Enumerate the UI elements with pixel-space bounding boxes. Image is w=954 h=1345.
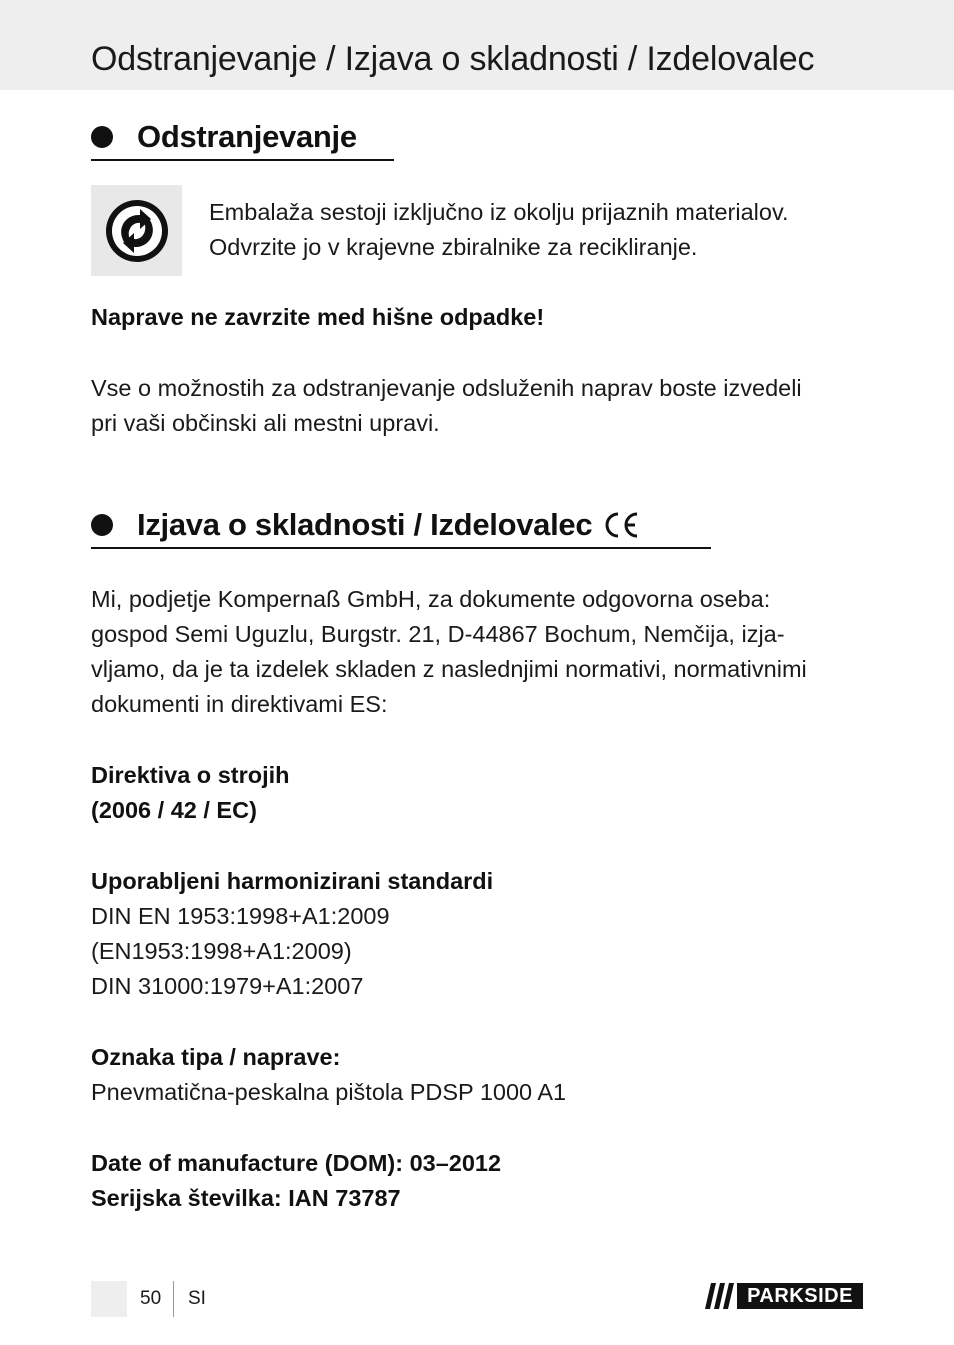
ce-mark-icon (602, 511, 640, 539)
heading-underline (91, 159, 394, 161)
conformity-intro-line-2: gospod Semi Uguzlu, Burgstr. 21, D-44867 Bochum, Nemčija, izja- (91, 621, 785, 647)
packaging-line-1: Embalaža sestoji izključno iz okolju prijaznih materialov. (209, 199, 789, 225)
conformity-intro-line-4: dokumenti in direktivami ES: (91, 691, 388, 717)
standard-item: (EN1953:1998+A1:2009) (91, 938, 352, 964)
bullet-icon (91, 126, 113, 148)
heading-underline (91, 547, 711, 549)
type-heading: Oznaka tipa / naprave: (91, 1044, 341, 1070)
section-heading-disposal (91, 119, 357, 155)
disposal-warning: Naprave ne zavrzite med hišne odpadke! (91, 304, 545, 330)
disposal-info-line-1: Vse o možnostih za odstranjevanje odsluženih naprav boste izvedeli (91, 375, 802, 401)
heading-conformity: Izjava o skladnosti / Izdelovalec (137, 507, 593, 542)
serial-number: Serijska številka: IAN 73787 (91, 1185, 401, 1211)
date-of-manufacture: Date of manufacture (DOM): 03–2012 (91, 1150, 502, 1176)
language-code: SI (188, 1288, 206, 1309)
brand-logo (705, 1283, 863, 1309)
standard-item: DIN 31000:1979+A1:2007 (91, 973, 364, 999)
page-number: 50 (140, 1288, 162, 1309)
directive-line-1: Direktiva o strojih (91, 762, 290, 788)
footer-box (91, 1281, 127, 1317)
standard-item: DIN EN 1953:1998+A1:2009 (91, 903, 390, 929)
brand-stripes-icon (705, 1283, 737, 1309)
conformity-intro-line-3: vljamo, da je ta izdelek skladen z naslednjimi normativi, normativnimi (91, 656, 807, 682)
green-dot-recycle-icon (104, 198, 170, 264)
brand-name: PARKSIDE (737, 1283, 863, 1309)
heading-disposal: Odstranjevanje (137, 119, 357, 154)
type-value: Pnevmatična-peskalna pištola PDSP 1000 A1 (91, 1079, 567, 1105)
bullet-icon (91, 514, 113, 536)
footer-divider (173, 1281, 174, 1317)
conformity-intro-line-1: Mi, podjetje Kompernaß GmbH, za dokumente odgovorna oseba: (91, 586, 771, 612)
packaging-line-2: Odvrzite jo v krajevne zbiralnike za recikliranje. (209, 234, 698, 260)
directive-line-2: (2006 / 42 / EC) (91, 797, 257, 823)
section-heading-conformity (91, 507, 640, 543)
page-title: Odstranjevanje / Izjava o skladnosti / Izdelovalec (91, 40, 815, 78)
disposal-info-line-2: pri vaši občinski ali mestni upravi. (91, 410, 440, 436)
standards-heading: Uporabljeni harmonizirani standardi (91, 868, 494, 894)
recycle-box (91, 185, 182, 276)
